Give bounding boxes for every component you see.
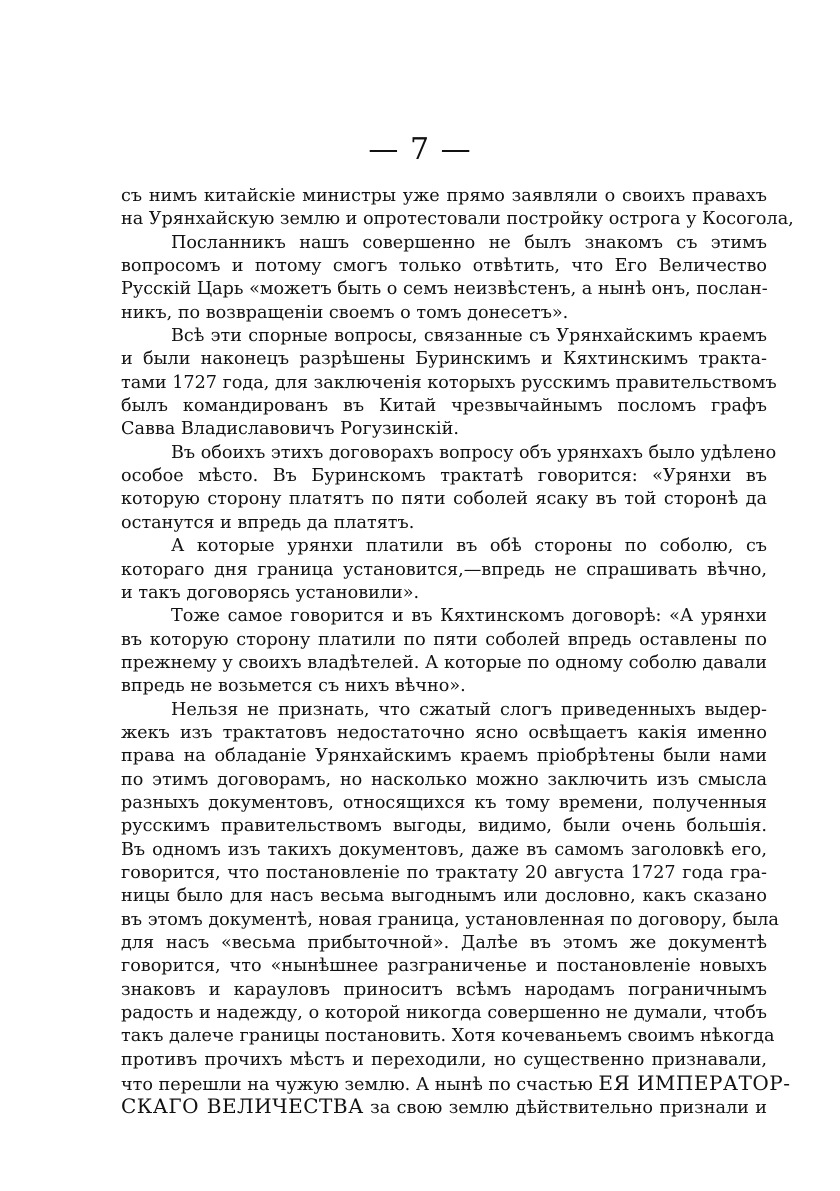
text-line: впредь не возьмется съ нихъ вѣчно». <box>121 676 466 697</box>
text-line: права на обладаніе Урянхайскимъ краемъ пріобрѣтены были нами <box>121 746 767 767</box>
text-line: знаковъ и карауловъ приноситъ всѣмъ народамъ пограничнымъ <box>121 979 767 1000</box>
body-text <box>121 185 794 1119</box>
text-line: тами 1727 года, для заключенія которыхъ русскимъ правительствомъ <box>121 372 777 393</box>
text-line: говорится, что постановленіе по трактату 20 августа 1727 года гра- <box>121 862 767 883</box>
text-line: Въ обоихъ этихъ договорахъ вопросу объ урянхахъ было удѣлено <box>171 442 777 463</box>
text-line: такъ далече границы постановить. Хотя кочеваньемъ своимъ нѣкогда <box>121 1026 775 1047</box>
text-line: въ которую сторону платили по пяти соболей впредь оставлены по <box>121 629 767 650</box>
text-line: на Урянхайскую землю и опротестовали постройку острога у Косогола, <box>121 209 794 230</box>
text-line: вопросомъ и потому смогъ только отвѣтить, что Его Величество <box>121 256 767 277</box>
text-line: котораго дня граница установится,—впредь не спрашивать вѣчно, <box>121 559 767 580</box>
text-line: съ нимъ китайскіе министры уже прямо заявляли о своихъ правахъ <box>121 186 767 206</box>
text-line: и были наконецъ разрѣшены Буринскимъ и Кяхтинскимъ тракта- <box>121 349 767 370</box>
text-line: по этимъ договорамъ, но насколько можно заключить изъ смысла <box>121 769 767 790</box>
text-line: останутся и впредь да платятъ. <box>121 512 415 533</box>
text-segment: за свою землю дѣйствительно признали и <box>370 1098 767 1119</box>
text-line-mixed <box>121 1071 791 1096</box>
emphasized-caps: СКАГО ВЕЛИЧЕСТВА <box>121 1094 364 1119</box>
text-line: прежнему у своихъ владѣтелей. А которые по одному соболю давали <box>121 652 767 673</box>
text-line: и такъ договорясь установили». <box>121 582 420 603</box>
text-line-mixed <box>121 1095 767 1118</box>
text-line: Русскій Царь «можетъ быть о семъ неизвѣстенъ, а нынѣ онъ, послан- <box>121 279 768 300</box>
emphasized-caps: ЕЯ ИМПЕРАТОР- <box>598 1071 791 1096</box>
text-line: русскимъ правительствомъ выгоды, видимо, были очень большія. <box>121 816 767 837</box>
text-line: жекъ изъ трактатовъ недостаточно ясно освѣщаетъ какія именно <box>121 722 767 743</box>
text-line: ницы было для насъ весьма выгоднымъ или дословно, какъ сказано <box>121 886 767 907</box>
text-line: особое мѣсто. Въ Буринскомъ трактатѣ говорится: «Урянхи въ <box>121 466 767 487</box>
text-line: говорится, что «нынѣшнее разграниченье и постановленіе новыхъ <box>121 956 767 977</box>
text-line: Всѣ эти спорные вопросы, связанные съ Урянхайскимъ краемъ <box>171 326 767 347</box>
text-line: Посланникъ нашъ совершенно не былъ знакомъ съ этимъ <box>171 232 767 253</box>
text-line: которую сторону платятъ по пяти соболей ясаку въ той сторонѣ да <box>121 489 767 510</box>
page-number: — 7 — <box>368 132 472 167</box>
text-line: Савва Владиславовичъ Рогузинскій. <box>121 419 459 440</box>
text-line: Въ одномъ изъ такихъ документовъ, даже въ самомъ заголовкѣ его, <box>121 839 767 860</box>
text-line: противъ прочихъ мѣстъ и переходили, но существенно признавали, <box>121 1049 767 1070</box>
text-line: радость и надежду, о которой никогда совершенно не думали, чтобъ <box>121 1003 767 1024</box>
text-line: Нельзя не признать, что сжатый слогъ приведенныхъ выдер- <box>171 699 767 720</box>
text-line: въ этомъ документѣ, новая граница, установленная по договору, была <box>121 909 779 930</box>
text-line: для насъ «весьма прибыточной». Далѣе въ этомъ же документѣ <box>121 933 767 953</box>
text-line: Тоже самое говорится и въ Кяхтинскомъ договорѣ: «А урянхи <box>171 606 767 627</box>
text-line: А которые урянхи платили въ обѣ стороны по соболю, съ <box>171 536 767 557</box>
text-line: разныхъ документовъ, относящихся къ тому времени, полученныя <box>121 792 767 813</box>
text-segment: что перешли на чужую землю. А нынѣ по счастью <box>121 1075 593 1096</box>
text-line: былъ командированъ въ Китай чрезвычайнымъ посломъ графъ <box>121 396 767 417</box>
text-line: никъ, по возвращеніи своемъ о томъ донесетъ». <box>121 302 569 323</box>
